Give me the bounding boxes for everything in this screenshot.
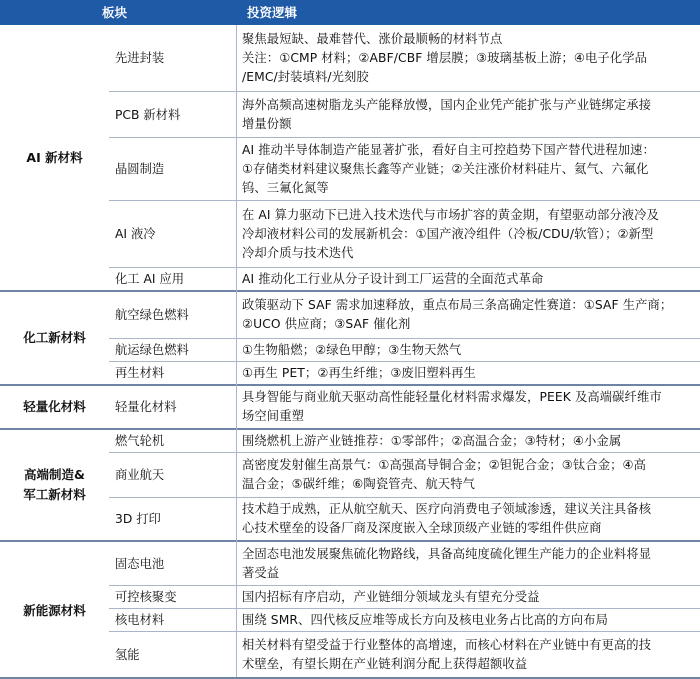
row-label: 航空绿色燃料 [115, 308, 189, 322]
row-label: 先进封装 [115, 51, 165, 65]
row-label: PCB 新材料 [115, 107, 181, 122]
row-text: 政策驱动下 SAF 需求加速释放，重点布局三条高确定性赛道：①SAF 生产商； ②UCO 供应商；③SAF 催化剂 [242, 298, 673, 331]
row-text: 围绕 SMR、四代核反应堆等成长方向及核电业务占比高的方向布局 [242, 612, 608, 627]
row-text: AI 推动化工行业从分子设计到工厂运营的全面范式革命 [242, 271, 544, 286]
row-text: 海外高频高速树脂龙头产能释放慢，国内企业凭产能扩张与产业链绑定承接 增量份额 [242, 97, 652, 131]
row-label: 晶圆制造 [115, 162, 165, 176]
row-text: 相关材料有望受益于行业整体的高增速，而核心材料在产业链中有更高的技 术壁垒，有望长期在产业链利润分配上获得超额收益 [242, 637, 652, 671]
row-text: 具身智能与商业航天驱动高性能轻量化材料需求爆发，PEEK 及高端碳纤维市 场空间重塑 [242, 390, 662, 423]
header-logic: 投资逻辑 [247, 5, 298, 20]
row-text: ①再生 PET；②再生纤维；③废旧塑料再生 [242, 365, 476, 380]
row-label: AI 液冷 [115, 227, 156, 241]
row-text: 国内招标有序启动，产业链细分领域龙头有望充分受益 [242, 589, 540, 604]
row-text: ①生物船燃；②绿色甲醇；③生物天然气 [242, 342, 462, 357]
row-text: 高密度发射催生高景气：①高强高导铜合金；②钽铌合金；③钛合金；④高 温合金；⑤碳纤维；⑥陶瓷管壳、航天特气 [242, 458, 647, 491]
row-text: 聚焦最短缺、最难替代、涨价最顺畅的材料节点 关注：①CMP 材料；②ABF/CBF 增层膜；③玻璃基板上游；④电子化学品 /EMC/封装填料/光刻胶 [242, 31, 648, 84]
table-header [0, 0, 700, 25]
row-text: 在 AI 算力驱动下已进入技术迭代与市场扩容的黄金期，有望驱动部分液冷及 冷却液材料公司的发展新机会：①国产液冷组件（冷板/CDU/软管）；②新型 冷却介质与技术迭代 [242, 207, 659, 260]
header-sector: 板块 [102, 5, 128, 20]
row-label: 化工 AI 应用 [115, 272, 185, 286]
category-new-energy-materials: 新能源材料 [23, 602, 86, 618]
category-chemical-materials: 化工新材料 [23, 330, 86, 345]
row-label: 商业航天 [115, 468, 165, 482]
row-label: 燃气轮机 [115, 434, 165, 448]
row-label: 核电材料 [115, 613, 165, 627]
category-lightweight-materials: 轻量化材料 [23, 399, 86, 414]
row-label: 再生材料 [115, 366, 165, 380]
category-ai-materials: AI 新材料 [26, 149, 83, 165]
row-label: 固态电池 [115, 556, 165, 571]
row-text: 全固态电池发展聚焦硫化物路线，具备高纯度硫化锂生产能力的企业料将显 著受益 [242, 546, 652, 580]
row-label: 航运绿色燃料 [115, 343, 189, 357]
row-label: 轻量化材料 [115, 400, 177, 414]
category-high-end-manufacturing: 高端制造& 军工新材料 [23, 467, 86, 502]
row-text: 围绕燃机上游产业链推荐：①零部件；②高温合金；③特材；④小金属 [242, 433, 622, 448]
row-label: 可控核聚变 [115, 590, 177, 604]
row-label: 3D 打印 [115, 512, 161, 526]
row-label: 氢能 [115, 647, 140, 662]
row-text: AI 推动半导体制造产能显著扩张，看好自主可控趋势下国产替代进程加速： ①存储类材料建议聚焦长鑫等产业链；②关注涨价材料硅片、氦气、六氟化 钨、三氟化氮等 [242, 142, 655, 195]
row-text: 技术趋于成熟，正从航空航天、医疗向消费电子领域渗透，建议关注具备核 心技术壁垒的设备厂商及深度嵌入全球顶级产业链的零组件供应商 [242, 502, 652, 535]
